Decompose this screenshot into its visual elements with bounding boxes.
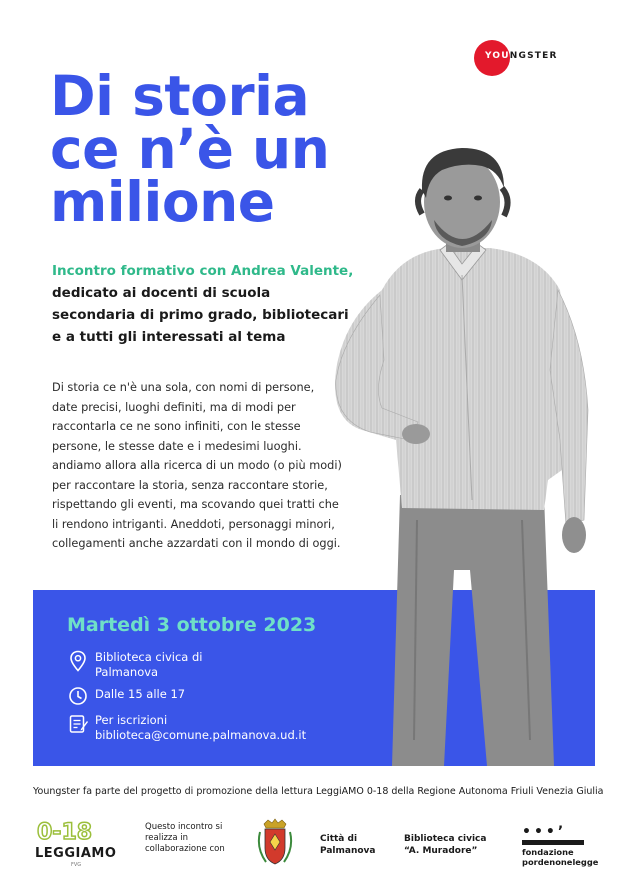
event-time — [68, 686, 328, 708]
event-date: Martedì 3 ottobre 2023 — [67, 614, 317, 636]
description-text: Di storia ce n'è una sola, con nomi di persone, date precisi, luoghi definiti, ma di modi per raccontarla ce ne sono infiniti, con le stesse persone, le stesse date e i medesimi luoghi. andiamo allora alla ricerca di un modo (o più modi) per raccontare la storia, senza raccontare storie, rispettando gli eventi, ma scovando quei tratti che li rendono intriganti. Aneddoti, personaggi minori, collegamenti anche azzardati con il mondo di oggi. — [52, 381, 342, 550]
leggiamo-number: 0-18 — [37, 820, 93, 845]
title-line-1: Di storia — [50, 64, 310, 128]
pordenonelegge-logo — [522, 826, 602, 867]
biblio-line-1: Biblioteca civica — [404, 834, 487, 844]
title-line-2: ce n’è un — [50, 117, 330, 181]
pordenonelegge-mark-icon: •••’ — [522, 824, 567, 840]
location-line-2: Palmanova — [95, 665, 159, 679]
citta-line-2: Palmanova — [320, 846, 376, 856]
biblio-line-2: “A. Muradore” — [404, 846, 478, 856]
event-location — [68, 650, 328, 682]
title-line-3: milione — [50, 170, 275, 234]
fond-line-2: pordenonelegge — [522, 857, 599, 867]
collaboration-text: Questo incontro si realizza in collaborazione con — [145, 822, 225, 854]
event-signup — [68, 713, 328, 745]
palmanova-crest-icon — [256, 818, 294, 868]
form-icon — [68, 713, 88, 735]
logo-text: YOUNGSTER — [485, 51, 558, 61]
leggiamo-logo — [35, 822, 125, 868]
clock-icon — [68, 686, 88, 708]
leggiamo-sub: FVG — [71, 862, 82, 868]
signup-label: Per iscrizioni — [95, 713, 168, 727]
speaker-photo — [322, 140, 592, 766]
footer-note: Youngster fa parte del progetto di promozione della lettura LeggiAMO 0-18 della Regione Autonoma Friuli Venezia Giulia — [33, 786, 604, 797]
citta-palmanova — [320, 833, 376, 857]
pordenonelegge-bar — [522, 840, 584, 845]
citta-line-1: Città di — [320, 834, 358, 844]
subtitle — [52, 260, 352, 348]
time-label: Dalle 15 alle 17 — [95, 687, 186, 701]
signup-email[interactable]: biblioteca@comune.palmanova.ud.it — [95, 728, 307, 742]
biblioteca-civica — [404, 833, 486, 857]
subtitle-rest: dedicato ai docenti di scuola secondaria di primo grado, bibliotecari e a tutti gli interessati al tema — [52, 285, 349, 345]
location-line-1: Biblioteca civica di — [95, 650, 203, 664]
youngster-logo — [474, 40, 594, 76]
fond-line-1: fondazione — [522, 847, 574, 857]
subtitle-highlight: Incontro formativo con Andrea Valente, — [52, 263, 354, 279]
location-pin-icon — [68, 650, 88, 672]
leggiamo-wordmark: LEGGIAMO — [35, 846, 117, 861]
